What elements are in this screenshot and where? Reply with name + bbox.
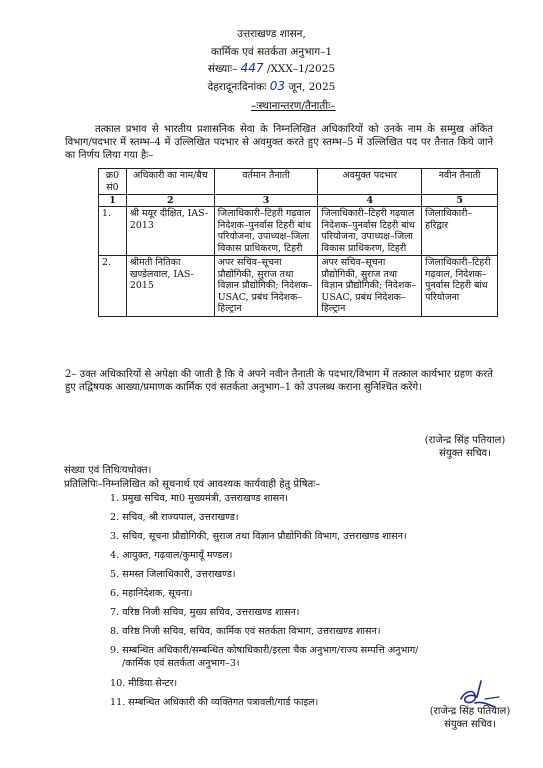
date-suffix: जून, 2025 — [288, 81, 336, 93]
number-handwritten: 447 — [240, 61, 264, 75]
cell-relieved: जिलाधिकारी–टिहरी गढ़वाल निदेशक–पुनर्वास टिहरी बांध परियोजना, उपाध्यक्ष–जिला विकास प्राधिकरण, टिहरी — [318, 207, 422, 256]
col-header-current: वर्तमान तैनाती — [214, 169, 318, 195]
date-handwritten: 03 — [269, 79, 285, 93]
col-number: 4 — [318, 195, 422, 207]
col-number: 5 — [422, 195, 498, 207]
cell-sno: 2. — [99, 256, 127, 317]
list-item: 10. मीडिया सेन्टर। — [110, 678, 178, 689]
subject-heading: –ःस्थानान्तरण/तैनातीः– — [251, 100, 336, 112]
cell-new: जिलाधिकारी–हरिद्वार — [422, 207, 498, 256]
cell-current: जिलाधिकारी–टिहरी गढ़वाल निदेशक–पुनर्वास टिहरी बांध परियोजना, उपाध्यक्ष–जिला विकास प्राधिकरण, टिहरी — [214, 207, 318, 256]
col-number: 2 — [126, 195, 214, 207]
col-header-name: अधिकारी का नाम/बैच — [126, 169, 214, 195]
signatory-designation: संयुक्त सचिव। — [444, 719, 496, 730]
transfer-table — [98, 168, 498, 317]
list-item: 6. महानिदेशक, सूचना। — [110, 588, 193, 599]
letter-date — [0, 79, 543, 94]
list-item: 8. वरिष्ठ निजी सचिव, सचिव, कार्मिक एवं सतर्कता विभाग, उत्तराखण्ड शासन। — [110, 626, 381, 637]
signatory-name: (राजेन्द्र सिंह पतियाल) — [424, 435, 506, 446]
list-item: 11. सम्बन्धित अधिकारी की व्यक्तिगत पत्रावली/गार्ड फाइल। — [110, 697, 319, 708]
col-header-new: नवीन तैनाती — [422, 169, 498, 195]
list-item: 4. आयुक्त, गढ़वाल/कुमायूँ मण्डल। — [110, 550, 233, 561]
list-item: 9. सम्बन्धित अधिकारी/सम्बन्धित कोषाधिकारी/इरला चैक अनुभाग/राज्य सम्पत्ति अनुभाग/ — [110, 645, 419, 656]
table-header-row — [99, 169, 498, 195]
column-number-row — [99, 195, 498, 207]
cell-new: जिलाधिकारी–टिहरी गढ़वाल, निदेशक–पुनर्वास टिहरी बांध परियोजना — [422, 256, 498, 317]
copy-heading: प्रतिलिपिः–निम्नलिखित को सूचनार्थ एवं आवश्यक कार्यवाही हेतु प्रेषितः– — [64, 479, 321, 490]
table-row — [99, 256, 498, 317]
table-row — [99, 207, 498, 256]
cell-relieved: अपर सचिव–सूचना प्रौद्योगिकी, सुराज तथा विज्ञान प्रौद्योगिकी; निदेशक–USAC, प्रबंध निदेशक–हिल्ट्रान — [318, 256, 422, 317]
list-item: 2. सचिव, श्री राज्यपाल, उत्तराखण्ड। — [110, 512, 239, 523]
government-name: उत्तराखण्ड शासन, — [237, 28, 306, 40]
col-header-sno: क्र0 सं0 — [99, 169, 127, 195]
cell-sno: 1. — [99, 207, 127, 256]
list-item: 7. वरिष्ठ निजी सचिव, मुख्य सचिव, उत्तराखण्ड शासन। — [110, 607, 300, 618]
cell-current: अपर सचिव–सूचना प्रौद्योगिकी, सुराज तथा विज्ञान प्रौद्योगिकी; निदेशक–USAC, प्रबंध निदेशक–हिल्ट्रान — [214, 256, 318, 317]
number-prefix: संख्याः– — [207, 63, 238, 75]
list-item: 3. सचिव, सूचना प्रौद्योगिकी, सुराज तथा विज्ञान प्रौद्योगिकी विभाग, उत्तराखण्ड शासन। — [110, 531, 407, 542]
cell-name: श्री मयूर दीक्षित, IAS-2013 — [126, 207, 214, 256]
col-number: 1 — [99, 195, 127, 207]
list-item: 1. प्रमुख सचिव, मा0 मुख्यमंत्री, उत्तराखण्ड शासन। — [110, 493, 289, 504]
list-item-continuation: /कार्मिक एवं सतर्कता अनुभाग–3। — [122, 658, 240, 669]
date-prefix: देहरादूनःदिनांकः — [207, 81, 267, 93]
list-item: 5. समस्त जिलाधिकारी, उत्तराखण्ड। — [110, 569, 236, 580]
reference-line: संख्या एवं तिथिःयथोक्त। — [64, 465, 152, 476]
signatory-block-1 — [395, 434, 535, 460]
signatory-designation: संयुक्त सचिव। — [439, 448, 491, 459]
signatory-block-2 — [400, 705, 540, 731]
col-header-relieved: अवमुक्त पदभार — [318, 169, 422, 195]
paragraph-2: 2– उक्त अधिकारियों से अपेक्षा की जाती है कि वे अपने नवीन तैनाती के पदभार/विभाग में तत्काल कार्यभार ग्रहण करते हुए तद्विषयक आख्या/प्रमाणक कार्मिक एवं सतर्कता अनुभाग–1 को उपलब्ध कराना सुनिश्चित करेंगे। — [65, 369, 493, 393]
number-suffix: /XXX–1/2025 — [266, 63, 336, 75]
department-name: कार्मिक एवं सतर्कता अनुभाग–1 — [210, 46, 333, 58]
col-number: 3 — [214, 195, 318, 207]
copy-list — [110, 493, 418, 716]
cell-name: श्रीमती नितिका खण्डेलवाल, IAS-2015 — [126, 256, 214, 317]
intro-paragraph: तत्काल प्रभाव से भारतीय प्रशासनिक सेवा के निम्नलिखित अधिकारियों को उनके नाम के सम्मुख अंकित विभाग/पदभार में स्तम्भ–4 में उल्लिखित पदभार से अवमुक्त करते हुए स्तम्भ–5 में उल्लिखित पद पर तैनात किये जाने का निर्णय लिया गया हैः– — [65, 124, 493, 161]
signatory-name: (राजेन्द्र सिंह पतियाल) — [429, 706, 511, 717]
letter-number — [0, 61, 543, 76]
